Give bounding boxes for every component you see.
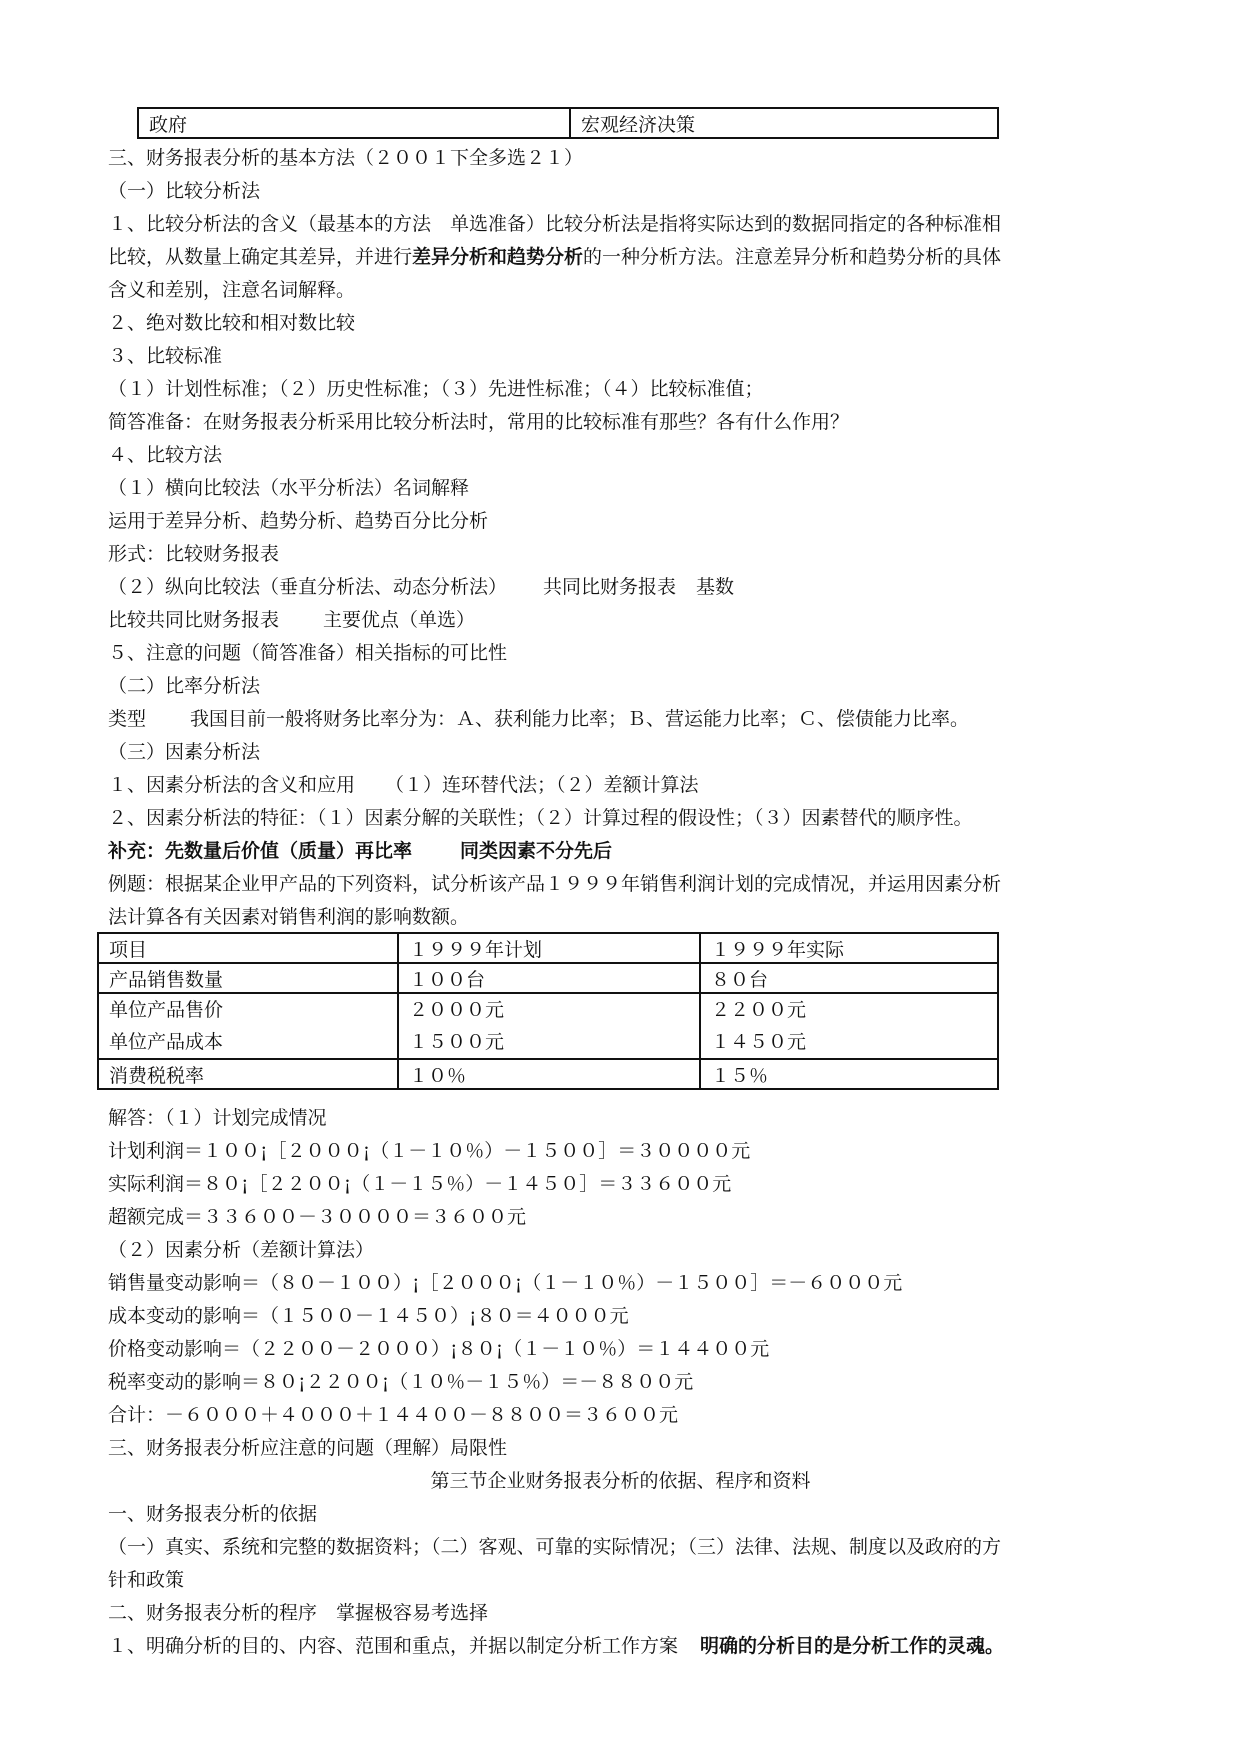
text-segment: 类型 xyxy=(108,708,147,730)
product-data-table xyxy=(97,932,999,1090)
cell-line: １４５０元 xyxy=(711,1031,807,1053)
subsection-heading: （一）比较分析法 xyxy=(108,180,261,202)
table-row xyxy=(98,1059,998,1089)
table-cell xyxy=(398,993,700,1059)
solution-line: 价格变动影响＝（２２００－２０００）¡８０¡（１－１０％）＝１４４００元 xyxy=(108,1338,770,1360)
text-segment: 主要优点（单选） xyxy=(323,609,476,631)
top-table-cell: 宏观经济决策 xyxy=(570,108,998,138)
solution-line: 超额完成＝３３６００－３００００＝３６００元 xyxy=(108,1206,527,1228)
text-segment: （１）连环替代法；（２）差额计算法 xyxy=(385,774,699,796)
paragraph-line: ３、比较标准 xyxy=(108,345,223,367)
solution-line: 税率变动的影响＝８０¡２２００¡（１０％－１５％）＝－８８００元 xyxy=(108,1371,694,1393)
text-segment: 的一种分析方法。注意差异分析和趋势分析的具体 xyxy=(583,246,1002,268)
table-header-cell: １９９９年实际 xyxy=(700,933,998,963)
emphasis-text: 明确的分析目的是分析工作的灵魂。 xyxy=(700,1635,1005,1657)
text-segment: 基数 xyxy=(696,576,735,598)
solution-line: （２）因素分析（差额计算法） xyxy=(108,1239,375,1261)
paragraph-line xyxy=(108,773,699,799)
paragraph-line xyxy=(108,707,969,733)
cell-line: 单位产品成本 xyxy=(109,1031,224,1053)
table-cell: １００台 xyxy=(398,963,700,993)
paragraph-line: 形式：比较财务报表 xyxy=(108,543,280,565)
table-header-cell: １９９９年计划 xyxy=(398,933,700,963)
cell-line: ２０００元 xyxy=(409,999,505,1021)
paragraph-line xyxy=(108,575,734,601)
table-header-row xyxy=(98,933,998,963)
chapter-heading: 第三节企业财务报表分析的依据、程序和资料 xyxy=(430,1470,811,1492)
cell-line: 单位产品售价 xyxy=(109,999,224,1021)
paragraph-line: ４、比较方法 xyxy=(108,444,223,466)
paragraph-line: 运用于差异分析、趋势分析、趋势百分比分析 xyxy=(108,510,489,532)
table-cell: ８０台 xyxy=(700,963,998,993)
paragraph-line: （１）计划性标准；（２）历史性标准；（３）先进性标准；（４）比较标准值； xyxy=(108,378,764,400)
paragraph-line xyxy=(108,1634,1004,1660)
solution-line: 合计：－６０００＋４０００＋１４４００－８８００＝３６００元 xyxy=(108,1404,679,1426)
example-line: 法计算各有关因素对销售利润的影响数额。 xyxy=(108,906,470,928)
text-segment: 比较，从数量上确定其差异，并进行 xyxy=(108,246,413,268)
paragraph-line: （一）真实、系统和完整的数据资料；（二）客观、可靠的实际情况；（三）法律、法规、制度以及政府的方 xyxy=(108,1536,1002,1558)
solution-line: 成本变动的影响＝（１５００－１４５０）¡８０＝４０００元 xyxy=(108,1305,629,1327)
paragraph-line: 针和政策 xyxy=(108,1569,185,1591)
text-segment: 比较共同比财务报表 xyxy=(108,609,280,631)
table-cell: 消费税税率 xyxy=(98,1059,398,1089)
solution-line: 销售量变动影响＝（８０－１００）¡［２０００¡（１－１０％）－１５００］＝－６０００元 xyxy=(108,1272,903,1294)
table-cell xyxy=(98,993,398,1059)
section-heading: 三、财务报表分析的基本方法（２００１下全多选２１） xyxy=(108,147,584,169)
table-header-cell: 项目 xyxy=(98,933,398,963)
text-segment: 共同比财务报表 xyxy=(543,576,677,598)
emphasis-text: 同类因素不分先后 xyxy=(460,840,613,862)
cell-line: ２２００元 xyxy=(711,999,807,1021)
section-heading: 一、财务报表分析的依据 xyxy=(108,1503,318,1525)
solution-line: 计划利润＝１００¡［２０００¡（１－１０％）－１５００］＝３００００元 xyxy=(108,1140,751,1162)
solution-line: 实际利润＝８０¡［２２００¡（１－１５％）－１４５０］＝３３６００元 xyxy=(108,1173,732,1195)
subsection-heading: （二）比率分析法 xyxy=(108,675,261,697)
table-row xyxy=(98,963,998,993)
table-cell: 产品销售数量 xyxy=(98,963,398,993)
paragraph-line xyxy=(108,608,475,634)
table-cell: １５％ xyxy=(700,1059,998,1089)
paragraph-line: ２、因素分析法的特征：（１）因素分解的关联性；（２）计算过程的假设性；（３）因素替代的顺序性。 xyxy=(108,807,973,829)
text-segment: １、明确分析的目的、内容、范围和重点，并据以制定分析工作方案 xyxy=(108,1635,679,1657)
example-line: 例题：根据某企业甲产品的下列资料，试分析该产品１９９９年销售利润计划的完成情况，并运用因素分析 xyxy=(108,873,1002,895)
paragraph-line: １、比较分析法的含义（最基本的方法 单选准备）比较分析法是指将实际达到的数据同指定的各种标准相 xyxy=(108,213,1002,235)
cell-line: １５００元 xyxy=(409,1031,505,1053)
solution-line: 解答：（１）计划完成情况 xyxy=(108,1107,327,1129)
paragraph-line: ５、注意的问题（简答准备）相关指标的可比性 xyxy=(108,642,508,664)
text-segment: １、因素分析法的含义和应用 xyxy=(108,774,356,796)
paragraph-line: 含义和差别，注意名词解释。 xyxy=(108,279,356,301)
section-heading: 二、财务报表分析的程序 掌握极容易考选择 xyxy=(108,1602,489,1624)
supplement-line xyxy=(108,839,612,865)
paragraph-line: 简答准备：在财务报表分析采用比较分析法时，常用的比较标准有那些？各有什么作用？ xyxy=(108,411,850,433)
paragraph-line: （１）横向比较法（水平分析法）名词解释 xyxy=(108,477,470,499)
paragraph-line xyxy=(108,245,1001,271)
table-cell xyxy=(700,993,998,1059)
top-table-cell: 政府 xyxy=(138,108,570,138)
table-row xyxy=(98,993,998,1059)
subsection-heading: （三）因素分析法 xyxy=(108,741,261,763)
table-cell: １０％ xyxy=(398,1059,700,1089)
emphasis-text: 补充：先数量后价值（质量）再比率 xyxy=(108,840,413,862)
section-heading: 三、财务报表分析应注意的问题（理解）局限性 xyxy=(108,1437,508,1459)
emphasis-text: 差异分析和趋势分析 xyxy=(412,246,584,268)
paragraph-line: ２、绝对数比较和相对数比较 xyxy=(108,312,356,334)
text-segment: 我国目前一般将财务比率分为：Ａ、获利能力比率；Ｂ、营运能力比率；Ｃ、偿债能力比率。 xyxy=(190,708,970,730)
text-segment: （２）纵向比较法（垂直分析法、动态分析法） xyxy=(108,576,508,598)
top-table xyxy=(137,107,999,139)
